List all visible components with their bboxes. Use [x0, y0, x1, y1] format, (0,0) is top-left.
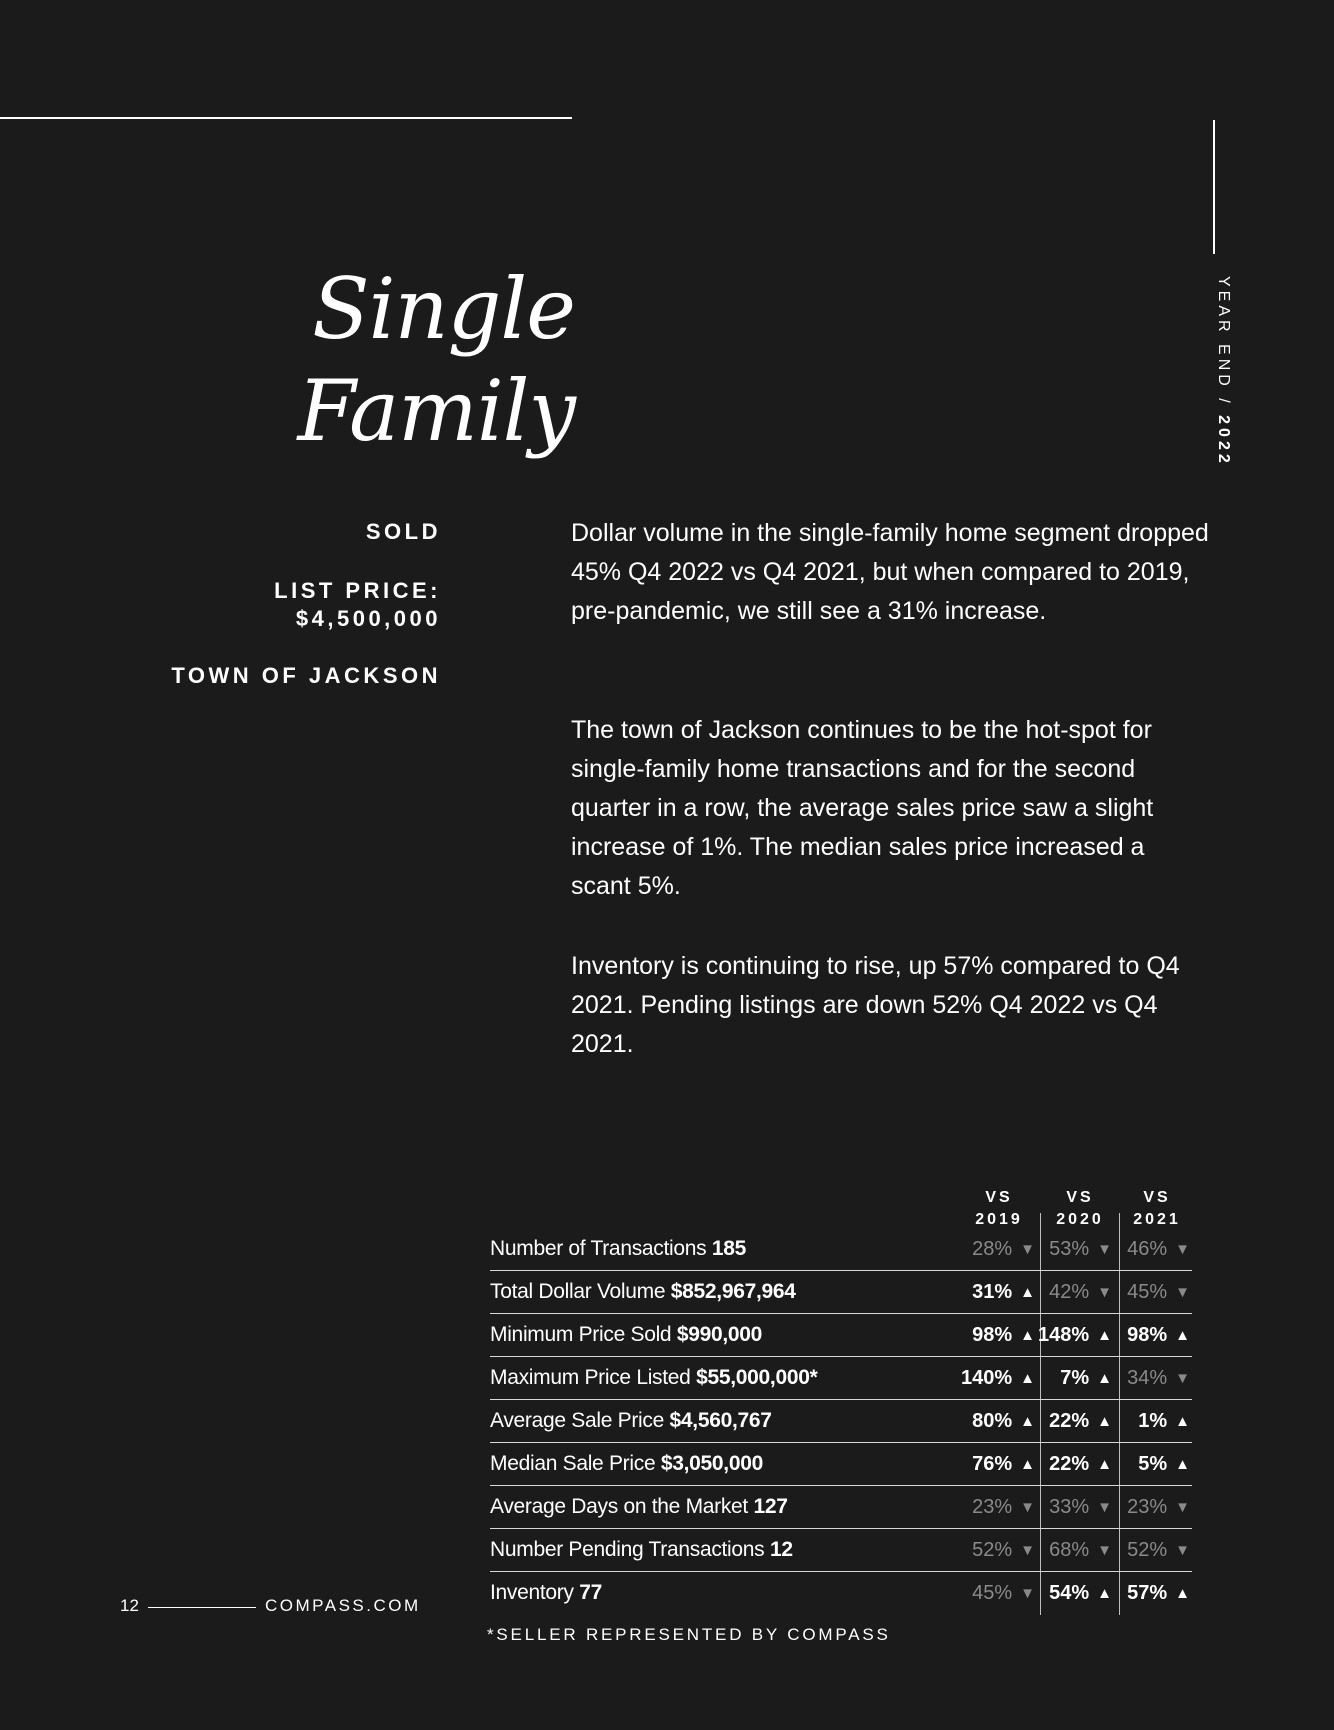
triangle-up-icon: ▲: [1020, 1413, 1035, 1430]
metric-value: $3,050,000: [660, 1452, 763, 1475]
metric-value: 127: [753, 1495, 788, 1518]
triangle-down-icon: ▼: [1020, 1585, 1035, 1602]
row-label: [490, 1357, 817, 1399]
list-price-label: LIST PRICE:: [274, 578, 441, 603]
triangle-down-icon: ▼: [1097, 1542, 1112, 1559]
change-percent: 46%: [1127, 1238, 1168, 1260]
metric-name: Average Sale Price: [490, 1409, 664, 1432]
metric-value: 185: [711, 1237, 747, 1260]
change-percent: 22%: [1049, 1410, 1090, 1432]
metric-value: $4,560,767: [669, 1409, 772, 1432]
change-percent: 1%: [1138, 1410, 1168, 1432]
triangle-down-icon: ▼: [1175, 1370, 1190, 1387]
row-label: [490, 1572, 602, 1614]
change-percent: 5%: [1138, 1453, 1168, 1475]
change-percent: 148%: [1037, 1324, 1090, 1346]
change-percent: 98%: [972, 1324, 1013, 1346]
triangle-up-icon: ▲: [1020, 1370, 1035, 1387]
triangle-down-icon: ▼: [1175, 1284, 1190, 1301]
metric-value: 77: [579, 1581, 602, 1604]
column-header-2019: [964, 1187, 1034, 1231]
page-number: 12: [120, 1596, 139, 1615]
list-price: [274, 577, 441, 633]
row-label: [490, 1228, 746, 1270]
footer-site-link[interactable]: COMPASS.COM: [265, 1596, 421, 1615]
change-percent: 22%: [1049, 1453, 1090, 1475]
change-percent: 45%: [972, 1582, 1013, 1604]
change-cell-vs-2019: [961, 1357, 1035, 1399]
change-percent: 45%: [1127, 1281, 1168, 1303]
metric-name: Number of Transactions: [490, 1237, 707, 1260]
change-cell-vs-2019: [972, 1314, 1035, 1356]
table-row: [490, 1529, 1192, 1572]
change-cell-vs-2021: [1127, 1314, 1190, 1356]
change-percent: 76%: [972, 1453, 1013, 1475]
report-period-year: 2022: [1215, 415, 1232, 467]
change-cell-vs-2021: [1127, 1572, 1190, 1614]
column-header-2021: [1122, 1187, 1192, 1231]
column-header-year: 2021: [1133, 1211, 1181, 1228]
change-cell-vs-2019: [972, 1400, 1035, 1442]
column-header-vs: VS: [985, 1189, 1013, 1206]
change-cell-vs-2019: [972, 1529, 1035, 1571]
side-rule: [1213, 120, 1215, 254]
triangle-up-icon: ▲: [1097, 1456, 1112, 1473]
change-percent: 68%: [1049, 1539, 1090, 1561]
change-percent: 33%: [1049, 1496, 1090, 1518]
row-label: [490, 1271, 796, 1313]
change-cell-vs-2019: [972, 1271, 1035, 1313]
paragraph-inventory: Inventory is continuing to rise, up 57% compared to Q4 2021. Pending listings are down 52% Q4 2022 vs Q4 2021.: [571, 952, 1180, 1058]
page-title-line-2: Family: [297, 362, 575, 460]
table-row: [490, 1314, 1192, 1357]
triangle-down-icon: ▼: [1175, 1499, 1190, 1516]
column-header-vs: VS: [1143, 1189, 1171, 1206]
column-header-vs: VS: [1066, 1189, 1094, 1206]
change-percent: 34%: [1127, 1367, 1168, 1389]
change-cell-vs-2021: [1127, 1228, 1190, 1270]
change-percent: 140%: [960, 1367, 1013, 1389]
metric-name: Maximum Price Listed: [490, 1366, 691, 1389]
change-cell-vs-2020: [1049, 1271, 1112, 1313]
triangle-up-icon: ▲: [1097, 1413, 1112, 1430]
change-percent: 80%: [972, 1410, 1013, 1432]
metric-value: $55,000,000*: [696, 1366, 818, 1389]
table-row: [490, 1572, 1192, 1614]
change-cell-vs-2020: [1049, 1400, 1112, 1442]
column-header-2020: [1045, 1187, 1115, 1231]
column-header-year: 2019: [975, 1211, 1023, 1228]
change-cell-vs-2021: [1138, 1443, 1190, 1485]
metric-name: Median Sale Price: [490, 1452, 656, 1475]
change-cell-vs-2020: [1049, 1443, 1112, 1485]
triangle-up-icon: ▲: [1020, 1456, 1035, 1473]
row-label: [490, 1486, 788, 1528]
metric-name: Total Dollar Volume: [490, 1280, 666, 1303]
change-cell-vs-2021: [1127, 1529, 1190, 1571]
change-cell-vs-2020: [1049, 1228, 1112, 1270]
table-row: [490, 1486, 1192, 1529]
triangle-down-icon: ▼: [1020, 1542, 1035, 1559]
table-row: [490, 1357, 1192, 1400]
triangle-down-icon: ▼: [1175, 1241, 1190, 1258]
change-cell-vs-2021: [1127, 1486, 1190, 1528]
change-percent: 42%: [1049, 1281, 1090, 1303]
top-rule: [0, 117, 572, 119]
metric-value: $852,967,964: [670, 1280, 796, 1303]
change-percent: 54%: [1049, 1582, 1090, 1604]
page-title: [298, 258, 576, 462]
row-label: [490, 1400, 772, 1442]
triangle-up-icon: ▲: [1175, 1413, 1190, 1430]
triangle-up-icon: ▲: [1020, 1327, 1035, 1344]
list-price-value: $4,500,000: [295, 606, 441, 631]
change-percent: 98%: [1127, 1324, 1168, 1346]
report-period-label: [1214, 276, 1232, 467]
sold-label: SOLD: [365, 519, 441, 544]
footnote: *SELLER REPRESENTED BY COMPASS: [487, 1625, 891, 1644]
change-cell-vs-2020: [1049, 1486, 1112, 1528]
change-cell-vs-2020: [1049, 1572, 1112, 1614]
row-label: [490, 1529, 793, 1571]
table-row: [490, 1271, 1192, 1314]
paragraph-jackson: The town of Jackson continues to be the hot-spot for single-family home transactions and for the second quarter in a row, the average sales price saw a slight increase of 1%. The median sales price increased a scant 5%.: [571, 716, 1154, 900]
triangle-up-icon: ▲: [1175, 1585, 1190, 1602]
triangle-up-icon: ▲: [1097, 1585, 1112, 1602]
paragraph-dollar-volume: Dollar volume in the single-family home segment dropped 45% Q4 2022 vs Q4 2021, but when compared to 2019, pre-pandemic, we still see a 31% increase.: [571, 519, 1209, 625]
metric-name: Inventory: [490, 1581, 574, 1604]
metric-value: 12: [769, 1538, 793, 1561]
change-cell-vs-2019: [972, 1443, 1035, 1485]
change-cell-vs-2020: [1049, 1529, 1112, 1571]
market-stats-table: [490, 1228, 1192, 1614]
triangle-down-icon: ▼: [1097, 1284, 1112, 1301]
triangle-up-icon: ▲: [1175, 1327, 1190, 1344]
change-percent: 23%: [972, 1496, 1013, 1518]
change-cell-vs-2020: [1060, 1357, 1112, 1399]
triangle-up-icon: ▲: [1020, 1284, 1035, 1301]
change-percent: 57%: [1127, 1582, 1168, 1604]
metric-name: Average Days on the Market: [490, 1495, 748, 1518]
table-row: [490, 1400, 1192, 1443]
location-label: TOWN OF JACKSON: [171, 663, 441, 688]
change-cell-vs-2019: [972, 1572, 1035, 1614]
triangle-down-icon: ▼: [1097, 1499, 1112, 1516]
change-percent: 52%: [972, 1539, 1013, 1561]
change-cell-vs-2021: [1127, 1271, 1190, 1313]
change-percent: 53%: [1049, 1238, 1090, 1260]
triangle-down-icon: ▼: [1175, 1542, 1190, 1559]
change-cell-vs-2019: [972, 1486, 1035, 1528]
triangle-up-icon: ▲: [1097, 1327, 1112, 1344]
row-label: [490, 1443, 763, 1485]
column-header-year: 2020: [1056, 1211, 1104, 1228]
change-cell-vs-2021: [1127, 1357, 1190, 1399]
report-period-prefix: YEAR END /: [1215, 276, 1232, 416]
metric-name: Minimum Price Sold: [490, 1323, 672, 1346]
change-cell-vs-2019: [972, 1228, 1035, 1270]
triangle-down-icon: ▼: [1020, 1499, 1035, 1516]
change-percent: 31%: [972, 1281, 1013, 1303]
change-percent: 28%: [972, 1238, 1013, 1260]
triangle-up-icon: ▲: [1097, 1370, 1112, 1387]
row-label: [490, 1314, 762, 1356]
triangle-down-icon: ▼: [1097, 1241, 1112, 1258]
page-title-line-1: Single: [312, 260, 575, 358]
change-percent: 7%: [1060, 1367, 1090, 1389]
table-row: [490, 1443, 1192, 1486]
change-percent: 23%: [1127, 1496, 1168, 1518]
metric-name: Number Pending Transactions: [490, 1538, 765, 1561]
table-row: [490, 1228, 1192, 1271]
change-percent: 52%: [1127, 1539, 1168, 1561]
change-cell-vs-2020: [1038, 1314, 1112, 1356]
metric-value: $990,000: [676, 1323, 763, 1346]
footer-rule: [148, 1607, 256, 1608]
change-cell-vs-2021: [1138, 1400, 1190, 1442]
triangle-down-icon: ▼: [1020, 1241, 1035, 1258]
triangle-up-icon: ▲: [1175, 1456, 1190, 1473]
